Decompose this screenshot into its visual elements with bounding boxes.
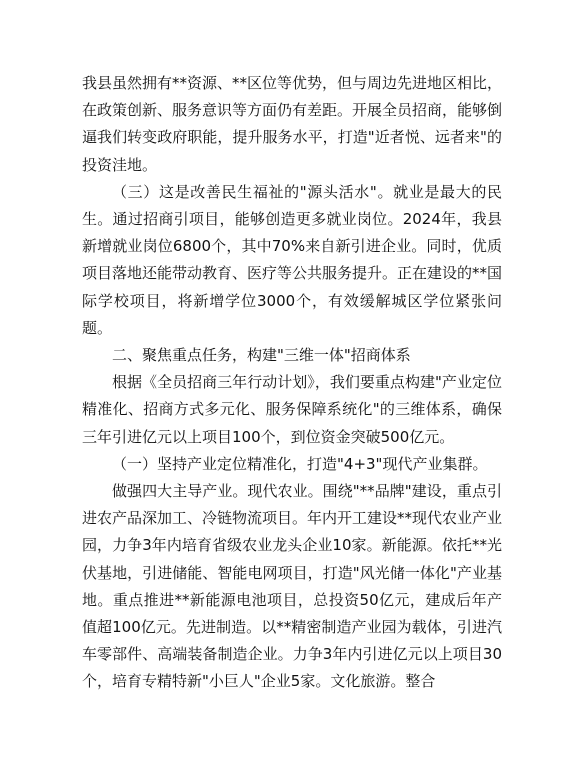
subsection-heading: （一）坚持产业定位精准化，打造"4+3"现代产业集群。 bbox=[112, 454, 488, 473]
body-paragraph: 根据《全员招商三年行动计划》，我们要重点构建"产业定位精准化、招商方式多元化、服务保障系统化"的三维体系，确保三年引进亿元以上项目100个，到位资金突破500亿元。 bbox=[82, 373, 502, 446]
body-paragraph: 做强四大主导产业。现代农业。围绕"**品牌"建设，重点引进农产品深加工、冷链物流项目。年内开工建设**现代农业产业园，力争3年内培育省级农业龙头企业10家。新能源。依托**光伏基地，引进储能、智能电网项目，打造"风光储一体化"产业基地。重点推进**新能源电池项目，总投资50亿元，建成后年产值超100亿元。先进制造。以**精密制造产业园为载体，引进汽车零部件、高端装备制造企业。力争3年内引进亿元以上项目30个，培育专精特新"小巨人"企业5家。文化旅游。整合 bbox=[82, 482, 503, 691]
body-paragraph: （三）这是改善民生福祉的"源头活水"。就业是最大的民生。通过招商引项目，能够创造更多就业岗位。2024年，我县新增就业岗位6800个，其中70%来自新引进企业。同时，优质项目落地还能带动教育、医疗等公共服务提升。正在建设的**国际学校项目，将新增学位3000个，有效缓解城区学位紧张问题。 bbox=[82, 182, 503, 337]
body-paragraph: 我县虽然拥有**资源、**区位等优势，但与周边先进地区相比，在政策创新、服务意识等方面仍有差距。开展全员招商，能够倒逼我们转变政府职能，提升服务水平，打造"近者悦、远者来"的投资洼地。 bbox=[82, 74, 503, 174]
section-heading: 二、聚焦重点任务，构建"三维一体"招商体系 bbox=[112, 346, 411, 365]
document-body bbox=[82, 70, 502, 696]
